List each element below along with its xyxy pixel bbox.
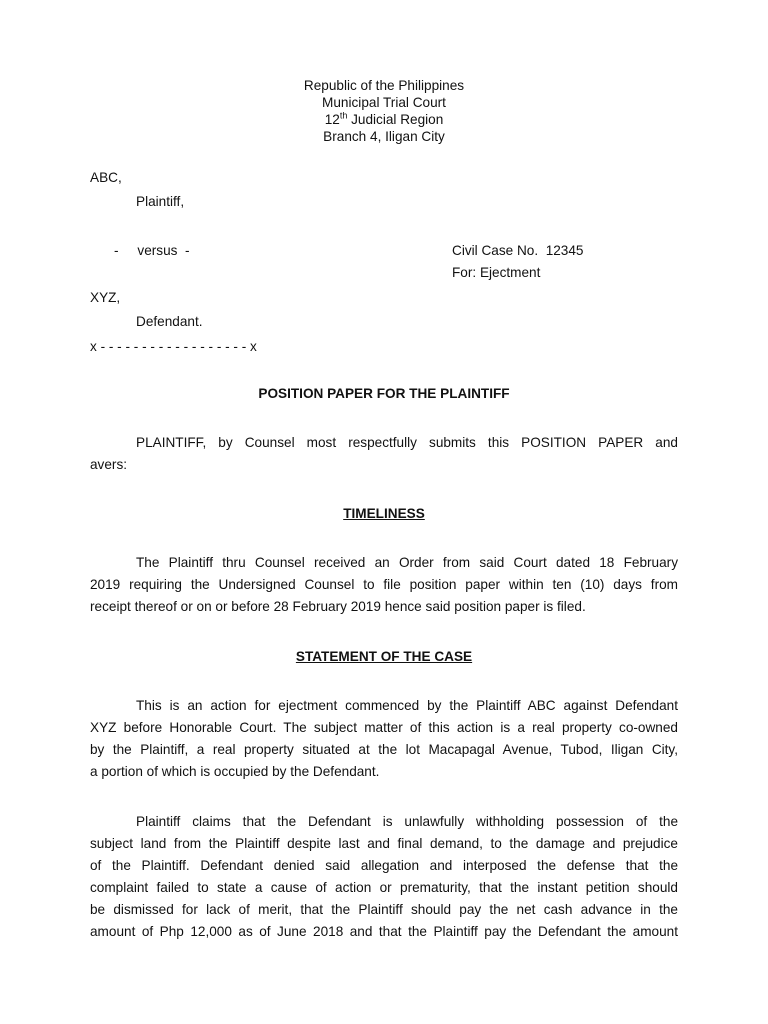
- paragraph-line: be dismissed for lack of merit, that the Plaintiff should pay the net cash advance in the: [90, 902, 678, 917]
- paragraph-line: of the Plaintiff. Defendant denied said allegation and interposed the defense that the: [90, 858, 678, 873]
- caption-separator: x - - - - - - - - - - - - - - - - - - x: [90, 339, 257, 354]
- header-region-number: 12: [324, 112, 340, 127]
- paragraph-line: XYZ before Honorable Court. The subject matter of this action is a real property co-owned: [90, 720, 678, 735]
- header-region-text: Judicial Region: [347, 112, 444, 127]
- timeliness-heading: TIMELINESS: [343, 506, 425, 521]
- statement-heading: STATEMENT OF THE CASE: [295, 649, 473, 664]
- document-title: POSITION PAPER FOR THE PLAINTIFF: [258, 386, 510, 401]
- paragraph-line: amount of Php 12,000 as of June 2018 and that the Plaintiff pay the Defendant the amount: [90, 924, 678, 939]
- header-region: [0, 112, 768, 129]
- case-number: [452, 243, 584, 260]
- paragraph-line: The Plaintiff thru Counsel received an Order from said Court dated 18 February: [136, 555, 678, 570]
- case-nature: For: Ejectment: [452, 265, 541, 280]
- header-branch: Branch 4, Iligan City: [323, 129, 445, 144]
- paragraph-line: complaint failed to state a cause of action or prematurity, that the instant petition should: [90, 880, 678, 895]
- plaintiff-role: Plaintiff,: [136, 194, 185, 209]
- intro-line: avers:: [90, 457, 128, 472]
- header-republic: Republic of the Philippines: [303, 78, 465, 93]
- paragraph-line: a portion of which is occupied by the Defendant.: [90, 764, 380, 779]
- versus-label: - versus -: [114, 243, 190, 258]
- case-number-value: 12345: [545, 243, 584, 258]
- plaintiff-name: ABC,: [90, 170, 122, 185]
- paragraph-line: receipt thereof or on or before 28 February 2019 hence said position paper is filed.: [90, 599, 586, 614]
- paragraph-line: 2019 requiring the Undersigned Counsel to file position paper within ten (10) days from: [90, 577, 678, 592]
- header-court: Municipal Trial Court: [322, 95, 446, 110]
- intro-line: PLAINTIFF, by Counsel most respectfully submits this POSITION PAPER and: [136, 435, 678, 450]
- paragraph-line: This is an action for ejectment commenced by the Plaintiff ABC against Defendant: [136, 698, 678, 713]
- header-region-suffix: th: [339, 110, 348, 121]
- defendant-role: Defendant.: [136, 314, 203, 329]
- defendant-name: XYZ,: [90, 290, 121, 305]
- paragraph-line: subject land from the Plaintiff despite last and final demand, to the damage and prejudice: [90, 836, 678, 851]
- paragraph-line: Plaintiff claims that the Defendant is unlawfully withholding possession of the: [136, 814, 678, 829]
- case-number-label: Civil Case No.: [452, 243, 539, 258]
- paragraph-line: by the Plaintiff, a real property situated at the lot Macapagal Avenue, Tubod, Iligan City,: [90, 742, 678, 757]
